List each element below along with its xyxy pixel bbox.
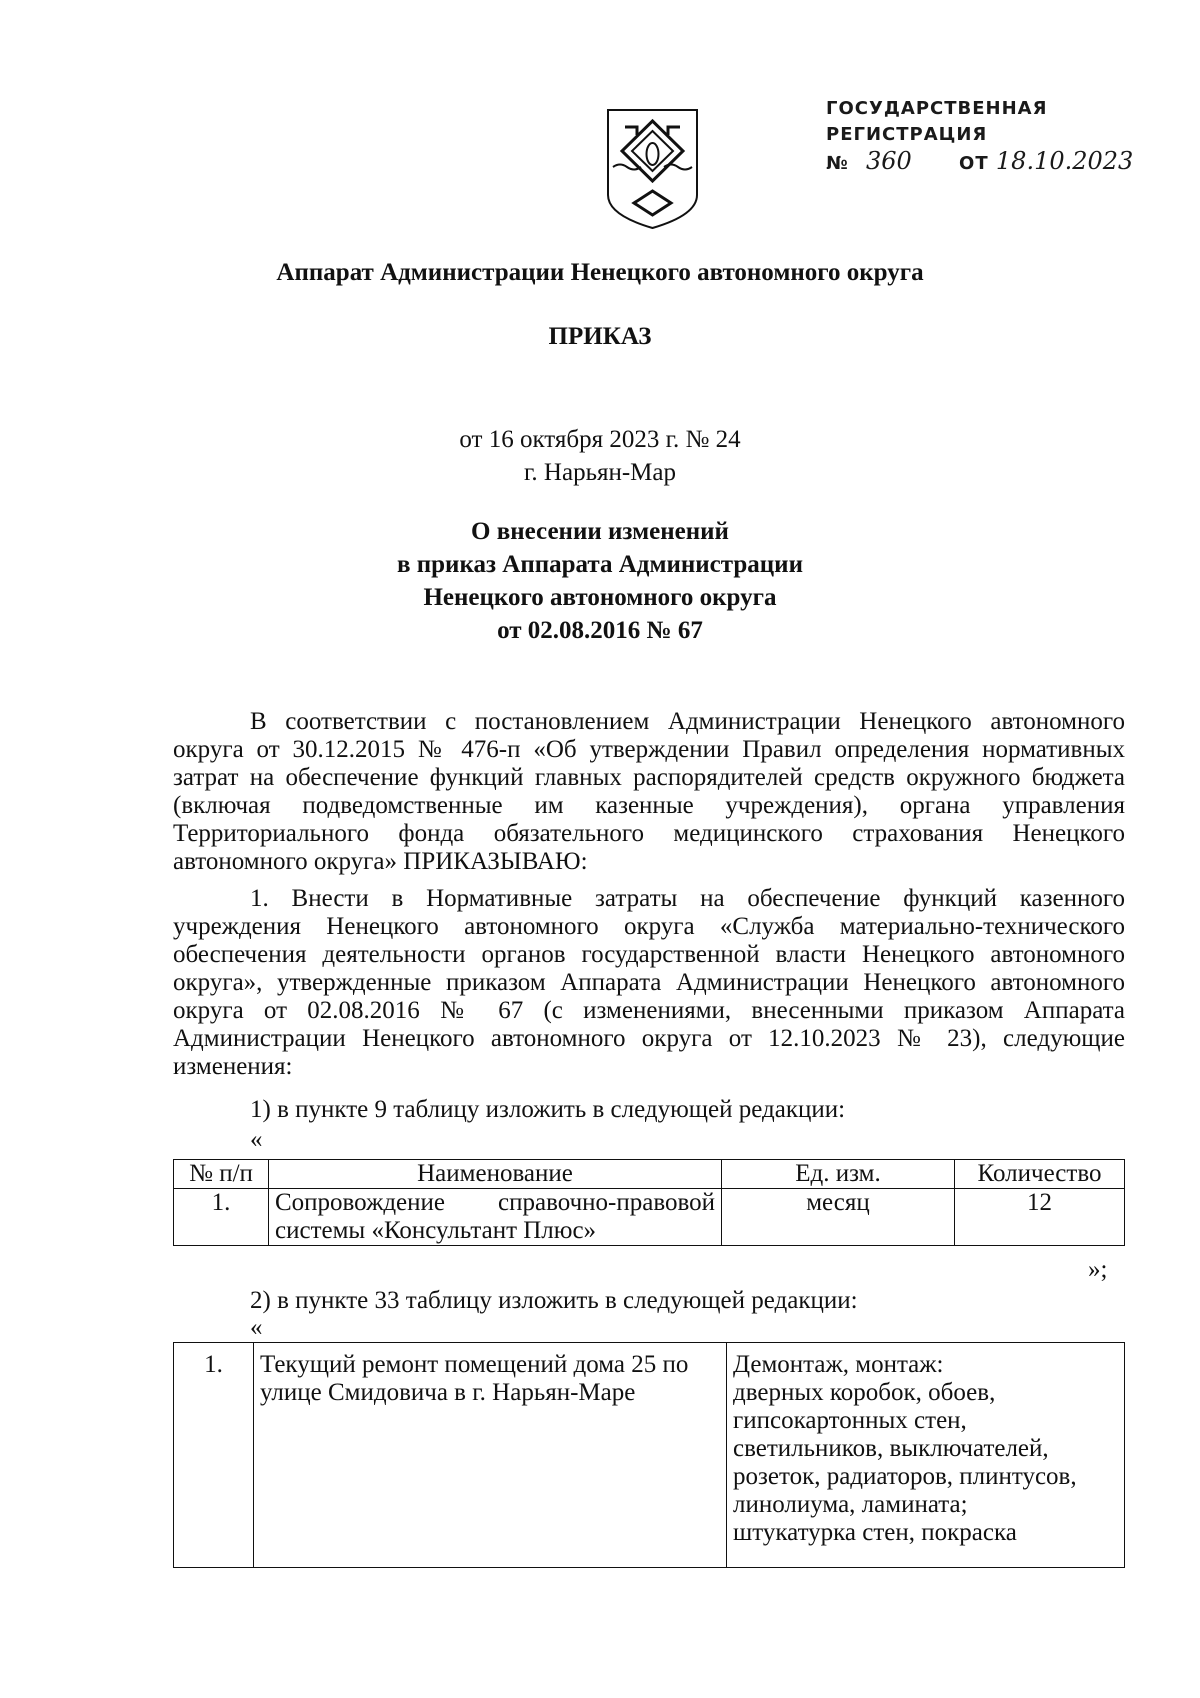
subject-line: в приказ Аппарата Администрации [397,551,803,578]
document-type: ПРИКАЗ [548,323,652,350]
close-quote: »; [1088,1256,1108,1283]
work-line: гипсокартонных стен, [733,1407,967,1434]
stamp-date-value: 18.10.2023 [995,147,1134,175]
open-quote: « [250,1126,263,1153]
city: г. Нарьян-Мар [523,459,676,486]
work-line: розеток, радиаторов, плинтусов, [733,1463,1077,1490]
header-cell: Ед. изм. [722,1160,955,1189]
row-works [727,1343,1125,1568]
header-cell: № п/п [174,1160,269,1189]
row-number: 1. [174,1189,269,1246]
work-line: линолиума, ламината; [733,1491,968,1518]
table-point-33 [173,1342,1125,1568]
table-point-9 [173,1159,1125,1246]
work-line: Демонтаж, монтаж: [733,1351,944,1378]
subject-line: Ненецкого автономного округа [423,584,777,611]
row-name: Текущий ремонт помещений дома 25 по улице Смидовича в г. Нарьян-Маре [254,1343,727,1568]
row-name: Сопровождение справочно-правовой системы «Консультант Плюс» [269,1189,722,1246]
stamp-number-value: 360 [865,147,912,175]
stamp-line1: ГОСУДАРСТВЕННАЯ [826,98,1048,119]
preamble-paragraph: В соответствии с постановлением Администрации Ненецкого автономного округа от 30.12.2015 № 476-п «Об утверждении Правил определения нормативных затрат на обеспечение функций главных распорядителей средств окружного бюджета (включая подведомственные им казенные учреждения), органа управления Территориального фонда обязательного медицинского страхования Ненецкого автономного округа» ПРИКАЗЫВАЮ: [173,708,1125,875]
work-line: штукатурка стен, покраска [733,1519,1017,1546]
row-quantity: 12 [955,1189,1125,1246]
stamp-number-label: № [826,153,849,174]
table-row [174,1343,1125,1568]
coat-of-arms [605,107,700,230]
subitem-2: 2) в пункте 33 таблицу изложить в следующей редакции: [250,1287,858,1314]
table-row [174,1189,1125,1246]
stamp-date-label: ОТ [959,153,989,174]
item-1-paragraph: 1. Внести в Нормативные затраты на обеспечение функций казенного учреждения Ненецкого автономного округа «Служба материально-технического обеспечения деятельности органов государственной власти Ненецкого автономного округа», утвержденные приказом Аппарата Администрации Ненецкого автономного округа от 02.08.2016 № 67 (с изменениями, внесенными приказом Аппарата Администрации Ненецкого автономного округа от 12.10.2023 № 23), следующие изменения: [173,885,1125,1080]
work-line: светильников, выключателей, [733,1435,1049,1462]
subject-line: от 02.08.2016 № 67 [497,617,703,644]
stamp-number-row [826,148,1133,177]
document-subject [0,515,1200,647]
registration-stamp [826,96,1133,177]
stamp-line2: РЕГИСТРАЦИЯ [826,124,988,145]
work-line: дверных коробок, обоев, [733,1379,996,1406]
subitem-1: 1) в пункте 9 таблицу изложить в следующей редакции: [250,1096,846,1123]
table-header-row [174,1160,1125,1189]
organization-name: Аппарат Администрации Ненецкого автономного округа [276,259,924,286]
date-number: от 16 октября 2023 г. № 24 [459,426,741,453]
subject-line: О внесении изменений [471,518,729,545]
row-number: 1. [174,1343,254,1568]
header-cell: Наименование [269,1160,722,1189]
open-quote: « [250,1314,263,1341]
header-cell: Количество [955,1160,1125,1189]
row-unit: месяц [722,1189,955,1246]
date-number-block [0,423,1200,489]
